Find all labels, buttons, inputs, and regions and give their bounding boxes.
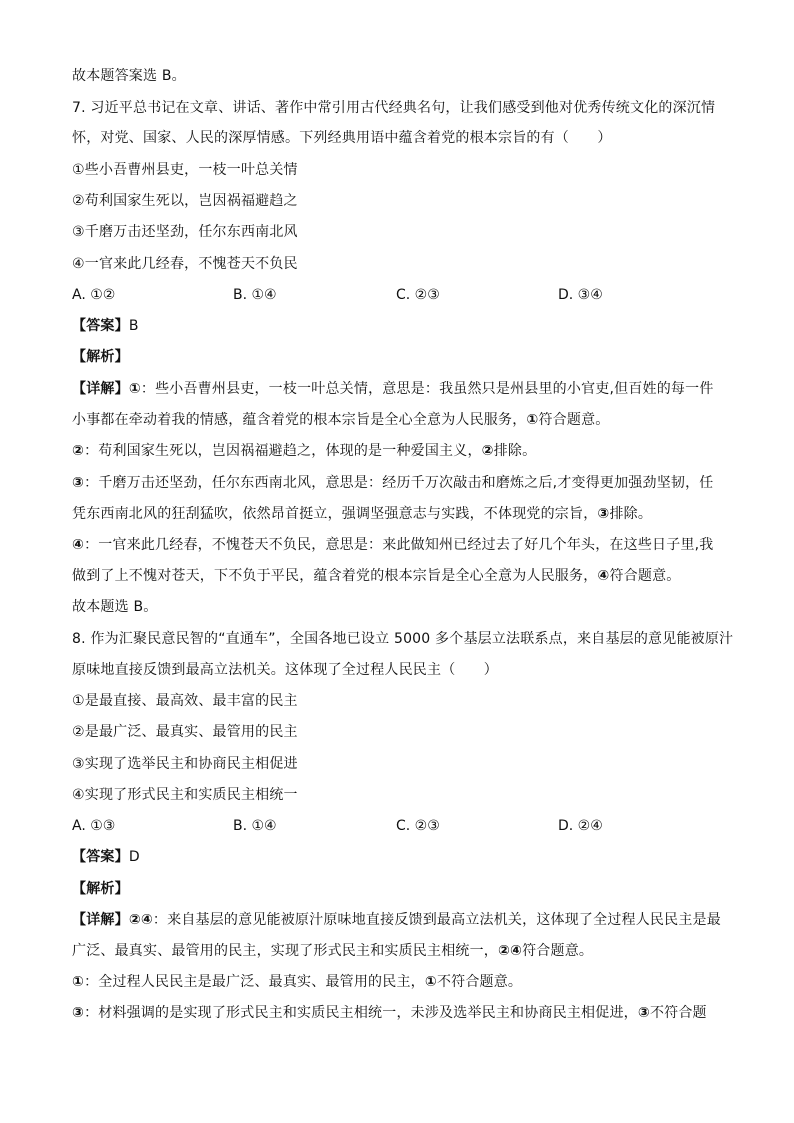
detail-mark: ② xyxy=(481,443,494,459)
answer-tag: 【答案】 xyxy=(72,849,129,865)
answer-tag: 【答案】 xyxy=(72,318,129,334)
q7-detail-line5 xyxy=(72,504,652,524)
q7-option-b: B. ①④ xyxy=(233,287,277,303)
q8-item-3: ③实现了选举民主和协商民主相促进 xyxy=(72,756,298,772)
q7-detail-line1 xyxy=(72,379,714,399)
q8-item-2: ②是最广泛、最真实、最管用的民主 xyxy=(72,724,298,740)
detail-text: 符合题意。 xyxy=(538,412,610,428)
detail-text: 符合题意。 xyxy=(609,568,681,584)
detail-text: ：一官来此几经春，不愧苍天不负民，意思是：来此做知州已经过去了好几个年头，在这些日子里,我 xyxy=(84,537,714,553)
q7-detail-line3 xyxy=(72,441,536,461)
q8-option-a: A. ①③ xyxy=(72,818,116,834)
detail-mark: ① xyxy=(72,974,85,990)
q8-detail-line2 xyxy=(72,941,593,961)
q7-conclusion: 故本题选 B。 xyxy=(72,599,158,615)
q7-option-a: A. ①② xyxy=(72,287,116,303)
detail-text: ：苟利国家生死以，岂因祸福避趋之，体现的是一种爱国主义， xyxy=(84,443,482,459)
detail-text: ：材料强调的是实现了形式民主和实质民主相统一，未涉及选举民主和协商民主相促进， xyxy=(84,1005,638,1021)
q7-analysis-tag xyxy=(72,347,129,367)
detail-tag: 【详解】 xyxy=(72,912,129,928)
q7-option-d: D. ③④ xyxy=(558,287,603,303)
detail-mark: ④ xyxy=(72,537,85,553)
detail-mark: ③ xyxy=(597,506,610,522)
q7-detail-line7 xyxy=(72,566,680,586)
q7-item-2: ②苟利国家生死以，岂因祸福避趋之 xyxy=(72,193,298,209)
detail-text: 不符合题意。 xyxy=(436,974,523,990)
detail-text: 排除。 xyxy=(609,506,653,522)
detail-text: ：些小吾曹州县吏，一枝一叶总关情，意思是：我虽然只是州县里的小官吏,但百姓的每一件 xyxy=(140,381,714,397)
detail-mark: ② xyxy=(72,443,85,459)
detail-tag: 【详解】 xyxy=(72,381,129,397)
q7-option-c: C. ②③ xyxy=(396,287,440,303)
answer-value: D xyxy=(128,849,140,865)
detail-mark: ① xyxy=(526,412,539,428)
detail-text: 广泛、最真实、最管用的民主，实现了形式民主和实质民主相统一， xyxy=(72,943,498,959)
q8-detail-line1 xyxy=(72,910,721,930)
q7-item-3: ③千磨万击还坚劲，任尔东西南北风 xyxy=(72,224,298,240)
detail-text: ：全过程人民民主是最广泛、最真实、最管用的民主， xyxy=(84,974,425,990)
detail-mark: ②④ xyxy=(128,912,153,928)
detail-text: ：千磨万击还坚劲，任尔东西南北风，意思是：经历千万次敲击和磨炼之后,才变得更加强劲坚韧，任 xyxy=(84,475,714,491)
detail-text: 排除。 xyxy=(493,443,537,459)
q7-detail-line6 xyxy=(72,535,714,555)
detail-text: 做到了上不愧对苍天，下不负于平民，蕴含着党的根本宗旨是全心全意为人民服务， xyxy=(72,568,598,584)
q8-item-4: ④实现了形式民主和实质民主相统一 xyxy=(72,787,298,803)
q8-answer xyxy=(72,847,140,867)
detail-text: 符合题意。 xyxy=(522,943,594,959)
detail-text: 小事都在牵动着我的情感，蕴含着党的根本宗旨是全心全意为人民服务， xyxy=(72,412,527,428)
prev-answer-conclusion: 故本题答案选 B。 xyxy=(72,68,186,84)
q8-detail-line4 xyxy=(72,1003,707,1023)
detail-mark: ③ xyxy=(72,1005,85,1021)
q8-stem-line1: 8. 作为汇聚民意民智的“直通车”，全国各地已设立 5000 多个基层立法联系点，来自基层的意见能被原汁 xyxy=(72,631,734,647)
detail-mark: ① xyxy=(424,974,437,990)
detail-mark: ③ xyxy=(637,1005,650,1021)
q7-item-1: ①些小吾曹州县吏，一枝一叶总关情 xyxy=(72,162,298,178)
answer-value: B xyxy=(128,318,139,334)
q8-option-c: C. ②③ xyxy=(396,818,440,834)
q8-analysis-tag xyxy=(72,879,129,899)
detail-mark: ③ xyxy=(72,475,85,491)
q8-option-d: D. ②④ xyxy=(558,818,603,834)
q7-stem-line2: 怀，对党、国家、人民的深厚情感。下列经典用语中蕴含着党的根本宗旨的有（ ） xyxy=(72,130,612,146)
q8-stem-line2: 原味地直接反馈到最高立法机关。这体现了全过程人民民主（ ） xyxy=(72,662,498,678)
q7-stem-line1: 7. 习近平总书记在文章、讲话、著作中常引用古代经典名句，让我们感受到他对优秀传统文化的深沉情 xyxy=(72,100,716,116)
q7-detail-line4 xyxy=(72,473,714,493)
q7-item-4: ④一官来此几经春，不愧苍天不负民 xyxy=(72,256,298,272)
q8-detail-line3 xyxy=(72,972,522,992)
q7-detail-line2 xyxy=(72,410,609,430)
detail-mark: ②④ xyxy=(498,943,523,959)
detail-mark: ④ xyxy=(597,568,610,584)
detail-text: 不符合题 xyxy=(649,1005,707,1021)
detail-mark: ① xyxy=(128,381,141,397)
detail-text: 凭东西南北风的狂刮猛吹，依然昂首挺立，强调坚强意志与实践，不体现党的宗旨， xyxy=(72,506,598,522)
q8-item-1: ①是最直接、最高效、最丰富的民主 xyxy=(72,693,298,709)
q7-answer xyxy=(72,316,139,336)
analysis-tag: 【解析】 xyxy=(72,881,129,897)
analysis-tag: 【解析】 xyxy=(72,349,129,365)
detail-text: ：来自基层的意见能被原汁原味地直接反馈到最高立法机关，这体现了全过程人民民主是最 xyxy=(152,912,721,928)
q8-option-b: B. ①④ xyxy=(233,818,277,834)
